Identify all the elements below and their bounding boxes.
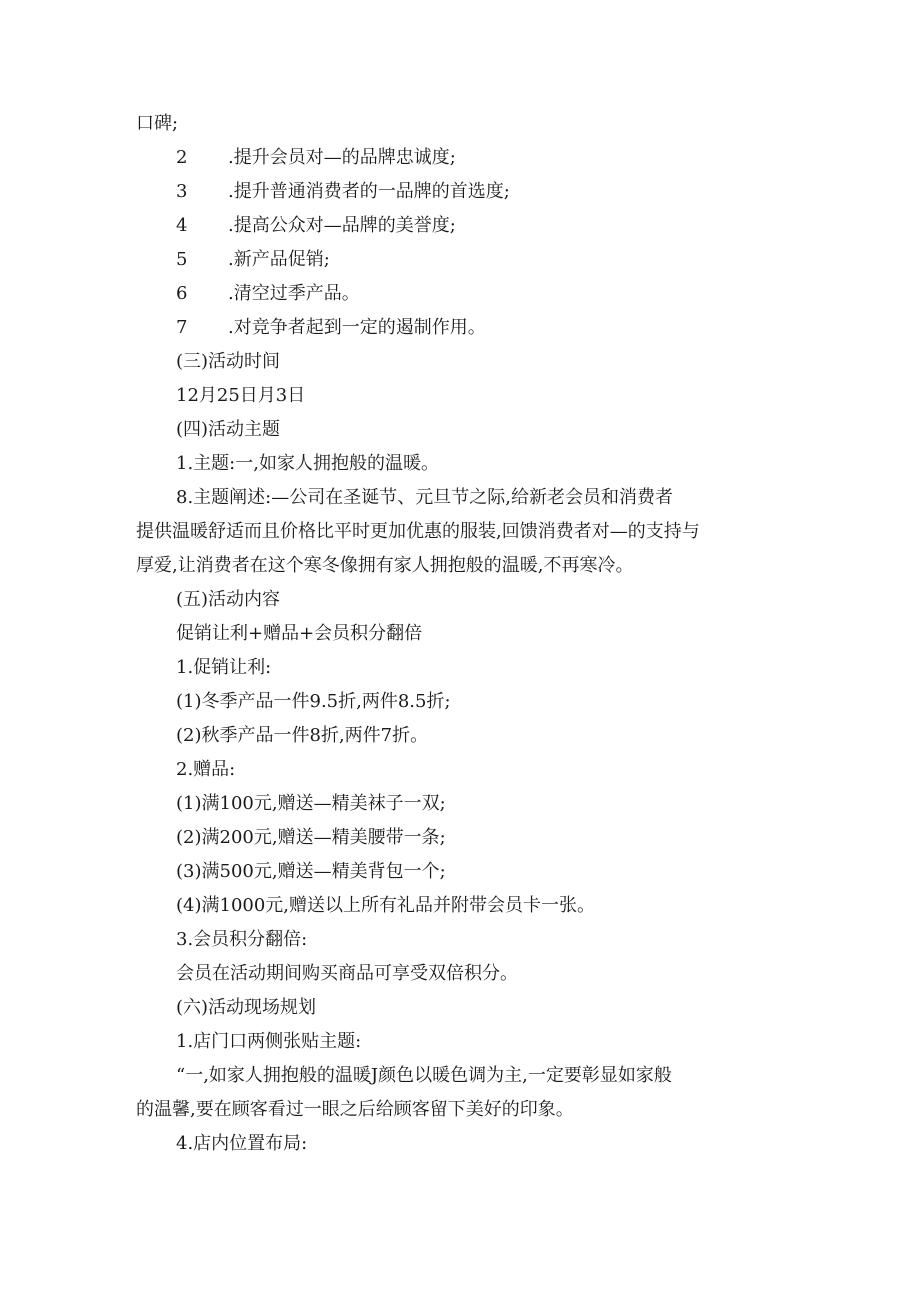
item-number: 7	[176, 317, 188, 338]
text-line: 口碑;	[136, 113, 179, 134]
section-heading: (六)活动现场规划	[176, 997, 317, 1018]
text-line: (2)满200元,赠送—精美腰带一条;	[176, 827, 446, 848]
section-heading: (五)活动内容	[176, 589, 281, 610]
text-line: (1)冬季产品一件9.5折,两件8.5折;	[176, 691, 451, 712]
text-line: 会员在活动期间购买商品可享受双倍积分。	[176, 963, 518, 984]
text-line: 1.主题:一,如家人拥抱般的温暖。	[176, 453, 439, 474]
paragraph-line: 厚爱,让消费者在这个寒冬像拥有家人拥抱般的温暖,不再寒冷。	[136, 555, 634, 576]
item-text: .新产品促销;	[228, 249, 330, 270]
text-line: 1.促销让利:	[176, 657, 272, 678]
text-line: 2.赠品:	[176, 759, 236, 780]
text-line: (1)满100元,赠送—精美袜子一双;	[176, 793, 446, 814]
item-text: .提升普通消费者的一品牌的首选度;	[228, 181, 510, 202]
item-text: .提高公众对—品牌的美誉度;	[228, 215, 456, 236]
text-line: 1.店门口两侧张贴主题:	[176, 1031, 362, 1052]
item-number: 5	[176, 249, 188, 270]
section-heading: (三)活动时间	[176, 351, 281, 372]
item-text: .对竞争者起到一定的遏制作用。	[228, 317, 486, 338]
text-line: 3.会员积分翻倍:	[176, 929, 308, 950]
paragraph-line: “一,如家人拥抱般的温暖J颜色以暖色调为主,一定要彰显如家般	[176, 1065, 672, 1086]
item-text: .清空过季产品。	[228, 283, 360, 304]
text-line: 促销让利+赠品+会员积分翻倍	[176, 623, 423, 644]
paragraph-line: 的温馨,要在顾客看过一眼之后给顾客留下美好的印象。	[136, 1099, 574, 1120]
text-line: (4)满1000元,赠送以上所有礼品并附带会员卡一张。	[176, 895, 596, 916]
text-line: (3)满500元,赠送—精美背包一个;	[176, 861, 446, 882]
text-line: 12月25日月3日	[176, 385, 306, 406]
item-number: 6	[176, 283, 188, 304]
section-heading: (四)活动主题	[176, 419, 281, 440]
text-line: 4.店内位置布局:	[176, 1133, 308, 1154]
item-number: 3	[176, 181, 188, 202]
paragraph-line: 提供温暖舒适而且价格比平时更加优惠的服装,回馈消费者对—的支持与	[136, 521, 700, 542]
item-number: 2	[176, 147, 188, 168]
paragraph-line: 8.主题阐述:—公司在圣诞节、元旦节之际,给新老会员和消费者	[176, 487, 673, 508]
item-number: 4	[176, 215, 188, 236]
item-text: .提升会员对—的品牌忠诚度;	[228, 147, 456, 168]
text-line: (2)秋季产品一件8折,两件7折。	[176, 725, 429, 746]
